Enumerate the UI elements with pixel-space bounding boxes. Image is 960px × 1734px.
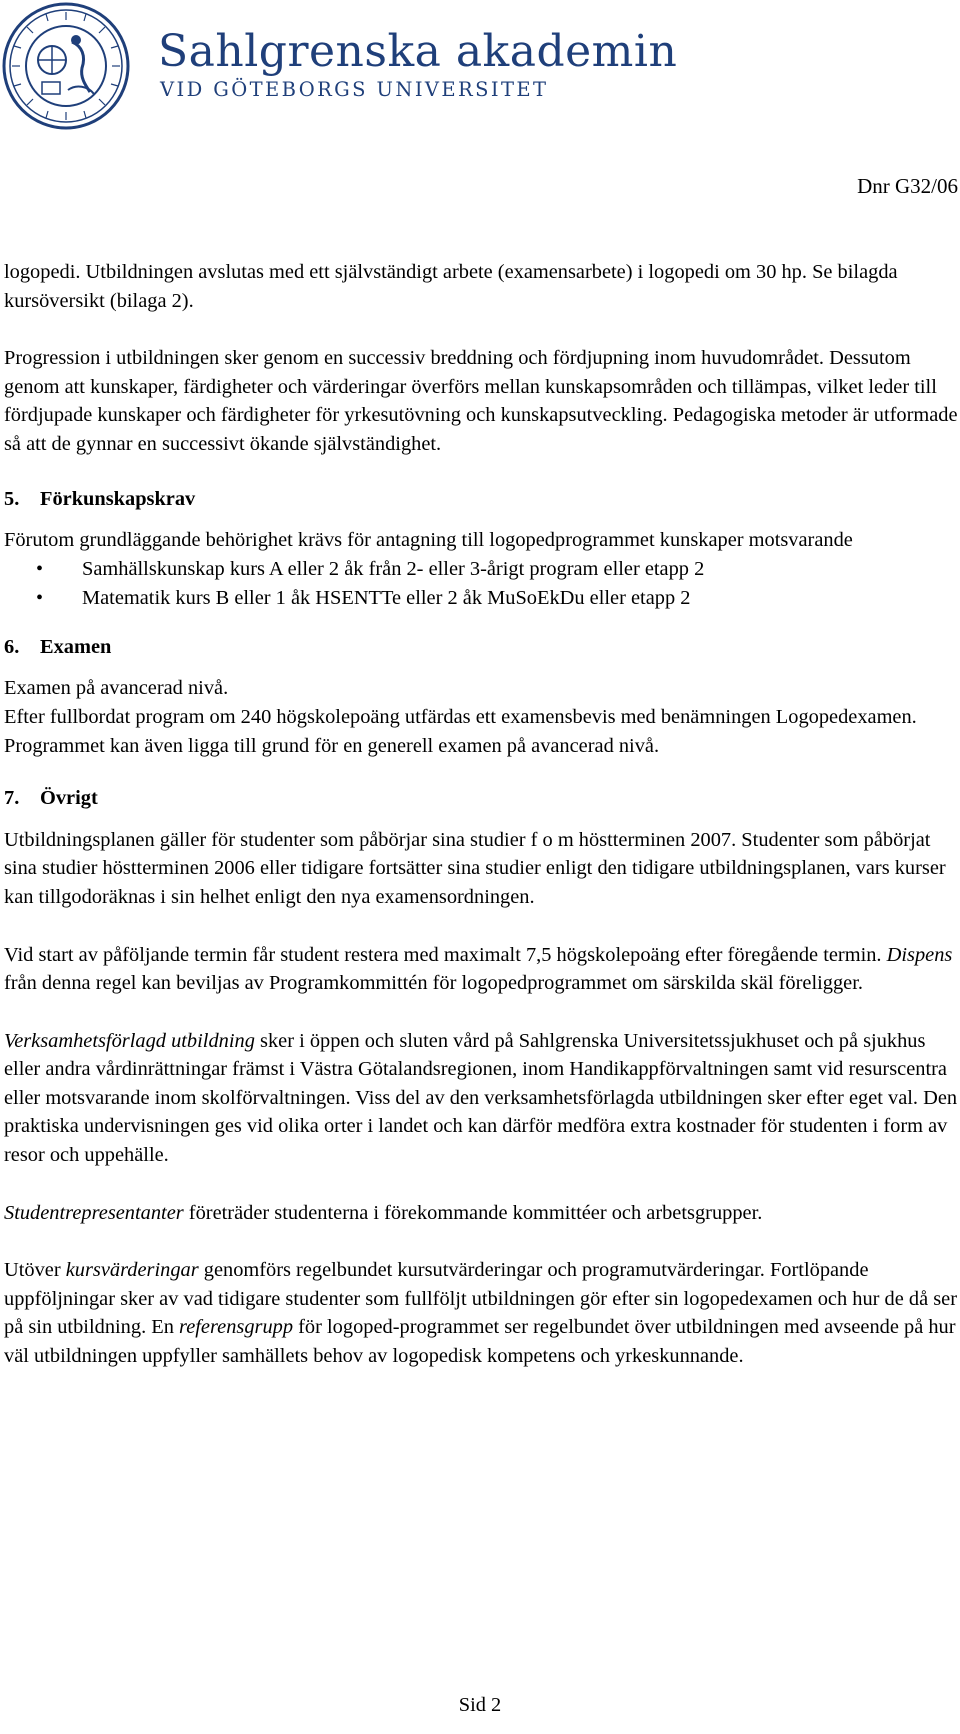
paragraph: [4, 1256, 958, 1370]
text-run: för logoped-programmet ser regelbundet över utbildningen med avseende på hur väl utbildningen uppfyller samhällets behov av logopedisk kompetens och yrkeskunnande.: [4, 1316, 956, 1368]
text-run: Utöver: [4, 1259, 66, 1282]
text-run: Vid start av påföljande termin får student restera med maximalt 7,5 högskolepoäng efter föregående termin.: [4, 943, 887, 966]
section-heading-5: [4, 485, 958, 514]
document-reference-number: Dnr G32/06: [857, 174, 958, 198]
document-body: [4, 258, 958, 1400]
paragraph: Förutom grundläggande behörighet krävs för antagning till logopedprogrammet kunskaper motsvarande: [4, 529, 853, 552]
paragraph: Progression i utbildningen sker genom en successiv breddning och fördjupning inom huvudområdet. Dessutom genom att kunskaper, färdigheter och värderingar överförs mellan kunskapsområden och tillämpas, vilket leder till fördjupade kunskaper och färdigheter för yrkesutövning och kunskapsutveckling. Pedagogiska metoder är utformade så att de gynnar en successivt ökande självständighet.: [4, 347, 958, 455]
institution-name: Sahlgrenska akademin: [158, 26, 678, 77]
text-run: från denna regel kan beviljas av Programkommittén för logopedprogrammet om särskilda skäl föreligger.: [4, 972, 863, 995]
paragraph: Utbildningsplanen gäller för studenter som påbörjar sina studier f o m höstterminen 2007. Studenter som påbörjat sina studier höstterminen 2006 eller tidigare fortsätter sina studier enligt den tidigare utbildningsplanen, vars kurser kan tillgodoräknas i sin helhet enligt den nya examensordningen.: [4, 828, 946, 908]
letterhead: [0, 0, 960, 198]
page-number: Sid 2: [458, 1694, 502, 1716]
emphasis: Verksamhetsförlagd utbildning: [4, 1029, 255, 1052]
section-number: 6.: [4, 635, 20, 658]
bullet-icon: •: [36, 557, 44, 580]
paragraph: [4, 1199, 958, 1228]
paragraph: [4, 1027, 958, 1170]
paragraph: Examen på avancerad nivå.: [4, 677, 229, 700]
list-item: [4, 555, 958, 584]
emphasis: referensgrupp: [179, 1316, 294, 1339]
text-run: genomförs regelbundet kursutvärderingar och programutvärderingar. Fortlöpande uppföljningar sker av vad tidigare studenter som fullföljt utbildningen gör efter sin logopedexamen och hur de då ser på sin utbildning. En: [4, 1259, 958, 1339]
text-run: företräder studenterna i förekommande kommittéer och arbetsgrupper.: [183, 1201, 763, 1224]
paragraph: logopedi. Utbildningen avslutas med ett självständigt arbete (examensarbete) i logopedi om 30 hp. Se bilagda kursöversikt (bilaga 2).: [4, 261, 898, 312]
emphasis: Dispens: [886, 943, 953, 966]
section-title: Examen: [40, 635, 112, 658]
section-number: 7.: [4, 787, 20, 810]
list-item: [4, 584, 958, 613]
university-seal-logo: [2, 2, 130, 130]
paragraph: [4, 941, 958, 998]
section-heading-7: [4, 784, 958, 813]
section-heading-6: [4, 633, 958, 662]
emphasis: kursvärderingar: [65, 1259, 199, 1282]
institution-subtitle: VID GÖTEBORGS UNIVERSITET: [160, 78, 549, 101]
emphasis: Studentrepresentanter: [4, 1201, 184, 1224]
section-title: Övrigt: [40, 787, 98, 810]
section-title: Förkunskapskrav: [40, 487, 196, 510]
list-item-text: Matematik kurs B eller 1 åk HSENTTe eller 2 åk MuSoEkDu eller etapp 2: [82, 586, 691, 609]
paragraph: Efter fullbordat program om 240 högskolepoäng utfärdas ett examensbevis med benämningen Logopedexamen. Programmet kan även ligga till grund för en generell examen på avancerad nivå.: [4, 705, 917, 757]
section-number: 5.: [4, 487, 20, 510]
requirements-list: [4, 555, 958, 613]
text-run: sker i öppen och sluten vård på Sahlgrenska Universitetssjukhuset och på sjukhus eller andra vårdinrättningar främst i Västra Götalandsregionen, inom Handikappförvaltningen samt vid resurscentra eller motsvarande inom skolförvaltningen. Viss del av den verksamhetsförlagda utbildningen sker efter eget val. Den praktiska undervisningen ges vid olika orter i landet och kan därför medföra extra kostnader för studenten i form av resor och uppehälle.: [4, 1029, 958, 1167]
list-item-text: Samhällskunskap kurs A eller 2 åk från 2- eller 3-årigt program eller etapp 2: [82, 557, 705, 580]
bullet-icon: •: [36, 586, 44, 609]
